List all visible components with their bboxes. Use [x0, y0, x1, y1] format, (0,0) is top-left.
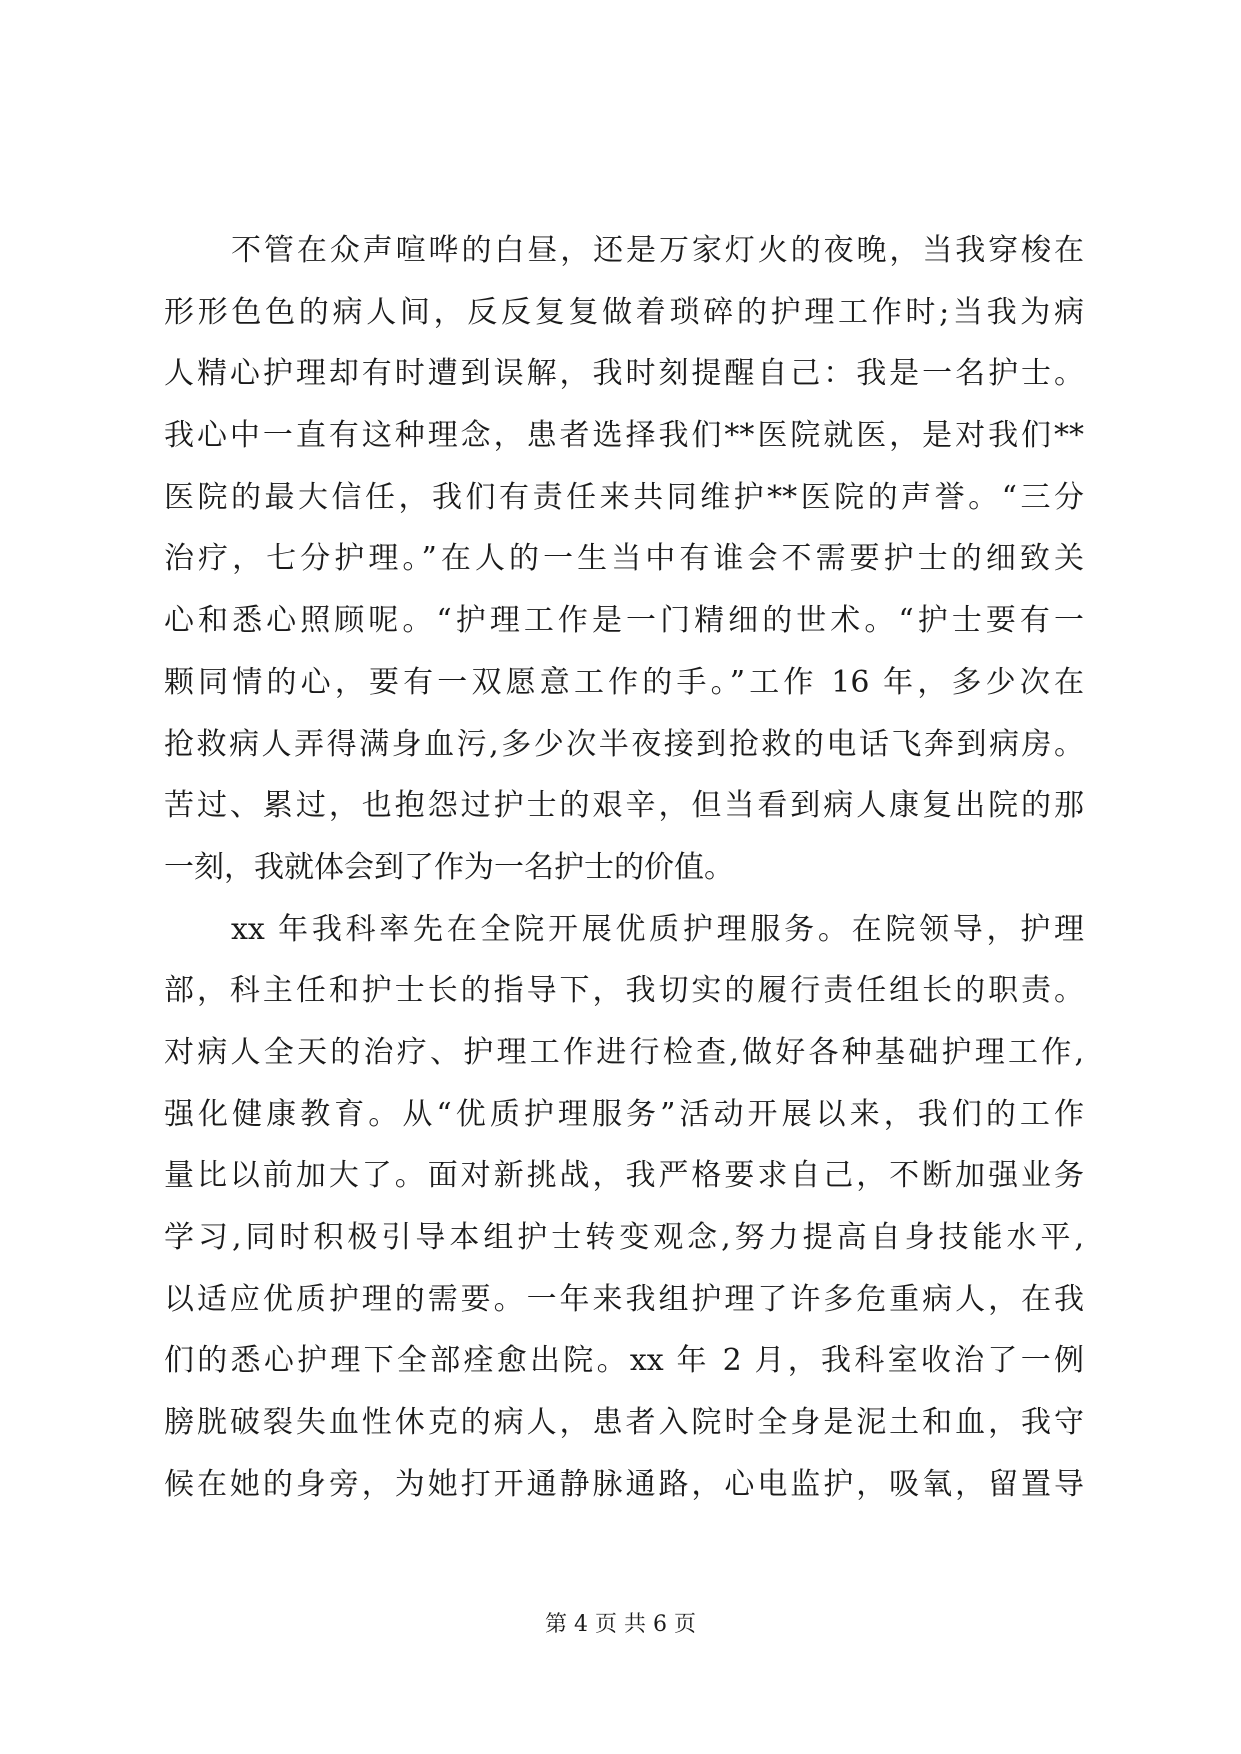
text-line: 候在她的身旁，为她打开通静脉通路，心电监护，吸氧，留置导	[164, 1466, 1084, 1502]
text-line: 对病人全天的治疗、护理工作进行检查,做好各种基础护理工作,	[164, 1034, 1084, 1070]
text-line: 以适应优质护理的需要。一年来我组护理了许多危重病人，在我	[164, 1281, 1084, 1317]
text-line: 心和悉心照顾呢。“护理工作是一门精细的世术。“护士要有一	[164, 603, 1084, 639]
text-line: 医院的最大信任，我们有责任来共同维护**医院的声誉。“三分	[164, 479, 1084, 515]
text-line: xx 年我科率先在全院开展优质护理服务。在院领导，护理	[231, 911, 1084, 947]
text-line: 学习,同时积极引导本组护士转变观念,努力提高自身技能水平,	[164, 1220, 1084, 1255]
text-line: 们的悉心护理下全部痊愈出院。xx 年 2 月，我科室收治了一例	[164, 1343, 1084, 1379]
text-line: 颗同情的心，要有一双愿意工作的手。”工作 16 年，多少次在	[164, 664, 1084, 700]
text-line: 抢救病人弄得满身血污,多少次半夜接到抢救的电话飞奔到病房。	[164, 726, 1084, 762]
text-line: 我心中一直有这种理念，患者选择我们**医院就医，是对我们**	[164, 418, 1084, 454]
page-number-footer: 第 4 页 共 6 页	[545, 1612, 696, 1637]
text-line: 人精心护理却有时遭到误解，我时刻提醒自己：我是一名护士。	[164, 356, 1084, 392]
text-line: 一刻，我就体会到了作为一名护士的价值。	[164, 849, 734, 885]
text-line: 量比以前加大了。面对新挑战，我严格要求自己，不断加强业务	[164, 1158, 1084, 1194]
text-line: 不管在众声喧哗的白昼，还是万家灯火的夜晚，当我穿梭在	[231, 233, 1084, 268]
text-line: 强化健康教育。从“优质护理服务”活动开展以来，我们的工作	[164, 1096, 1084, 1132]
body-text	[164, 232, 1084, 1527]
text-line: 治疗，七分护理。”在人的一生当中有谁会不需要护士的细致关	[164, 541, 1084, 577]
text-line: 膀胱破裂失血性休克的病人，患者入院时全身是泥土和血，我守	[164, 1405, 1084, 1441]
text-line: 苦过、累过，也抱怨过护士的艰辛，但当看到病人康复出院的那	[164, 788, 1084, 824]
text-line: 部，科主任和护士长的指导下，我切实的履行责任组长的职责。	[164, 973, 1084, 1009]
text-line: 形形色色的病人间，反反复复做着琐碎的护理工作时;当我为病	[164, 294, 1084, 330]
